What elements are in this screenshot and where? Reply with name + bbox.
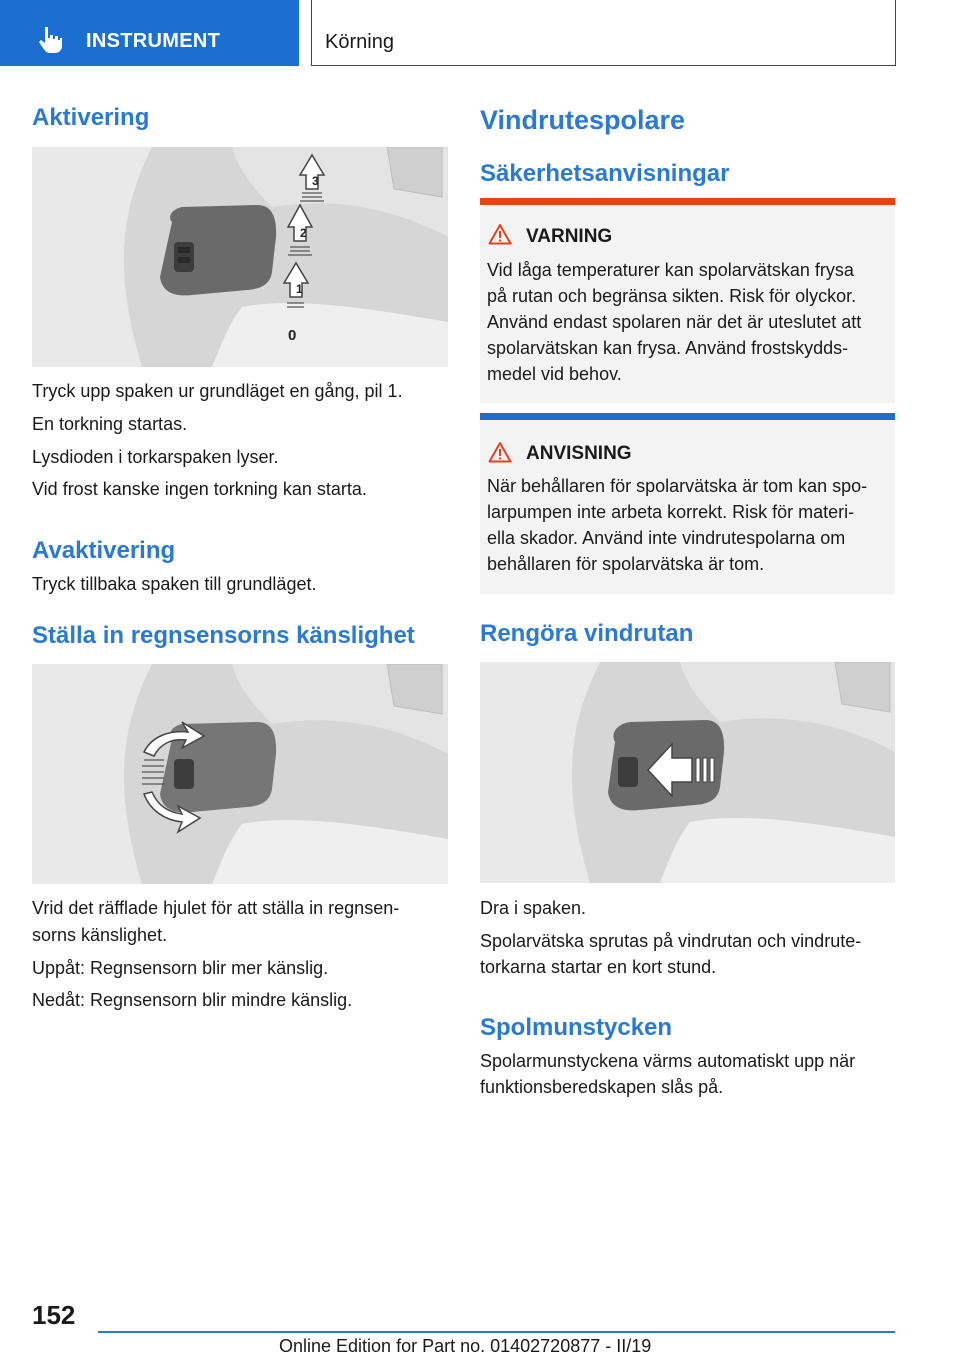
text-line: funktionsberedskapen slås på.: [480, 1077, 724, 1097]
text-line: medel vid behov.: [487, 364, 622, 384]
section-tab[interactable]: [0, 0, 299, 66]
figure-label-2: 2: [300, 226, 307, 240]
text-line: sorns känslighet.: [32, 925, 168, 945]
text-line: Tryck upp spaken ur grundläget en gång, pil 1.: [32, 381, 403, 401]
warning-bar: [480, 198, 895, 205]
text-line: Tryck tillbaka spaken till grundläget.: [32, 574, 317, 594]
figure-lever-positions: [32, 147, 448, 367]
text-line: Vrid det räfflade hjulet för att ställa in regnsen-: [32, 898, 400, 918]
text-line: Dra i spaken.: [480, 898, 587, 918]
text-line: Nedåt: Regnsensorn blir mindre känslig.: [32, 990, 353, 1010]
text-line: torkarna startar en kort stund.: [480, 957, 717, 977]
heading-avaktivering: Avaktivering: [32, 537, 176, 564]
breadcrumb[interactable]: Körning: [325, 31, 394, 53]
figure-label-1: 1: [296, 282, 303, 296]
text-line: larpumpen inte arbeta korrekt. Risk för materi-: [487, 502, 855, 522]
text-line: Uppåt: Regnsensorn blir mer känslig.: [32, 958, 329, 978]
figure-wash-lever: [480, 662, 895, 883]
text-line: Spolarmunstyckena värms automatiskt upp när: [480, 1051, 856, 1071]
text-line: Spolarvätska sprutas på vindrutan och vindrute-: [480, 931, 862, 951]
heading-sakerhetsanvisningar: Säkerhetsanvisningar: [480, 160, 730, 187]
heading-regnsensor: Ställa in regnsensorns känslighet: [32, 622, 415, 649]
footer-divider: [98, 1331, 895, 1333]
notice-bar: [480, 413, 895, 420]
text-line: Använd endast spolaren när det är uteslutet att: [487, 312, 862, 332]
text-line: En torkning startas.: [32, 414, 188, 434]
hand-pointer-icon: [36, 24, 66, 54]
text-line: Vid låga temperaturer kan spolarvätskan frysa: [487, 260, 854, 280]
section-label: INSTRUMENT: [86, 30, 221, 52]
heading-rengora-vindrutan: Rengöra vindrutan: [480, 620, 694, 647]
figure-rain-sensor-wheel: [32, 664, 448, 884]
text-line: på rutan och begränsa sikten. Risk för olyckor.: [487, 286, 857, 306]
text-line: När behållaren för spolarvätska är tom kan spo-: [487, 476, 868, 496]
heading-aktivering: Aktivering: [32, 104, 150, 131]
heading-vindrutespolare: Vindrutespolare: [480, 105, 686, 135]
breadcrumb-box: [311, 0, 896, 66]
heading-spolmunstycken: Spolmunstycken: [480, 1014, 673, 1041]
warning-box: [480, 198, 895, 403]
notice-title: ANVISNING: [526, 443, 632, 464]
text-line: ella skador. Använd inte vindrutespolarna om: [487, 528, 846, 548]
notice-box: [480, 413, 895, 594]
warning-triangle-icon: [488, 441, 512, 463]
figure-label-3: 3: [312, 174, 319, 188]
footer-edition: Online Edition for Part no. 01402720877 - II/19: [279, 1336, 652, 1356]
page-number: 152: [32, 1300, 76, 1330]
figure-label-0: 0: [288, 327, 297, 344]
warning-title: VARNING: [526, 226, 613, 247]
text-line: Vid frost kanske ingen torkning kan starta.: [32, 479, 367, 499]
text-line: Lysdioden i torkarspaken lyser.: [32, 447, 279, 467]
text-line: behållaren för spolarvätska är tom.: [487, 554, 765, 574]
text-line: spolarvätskan kan frysa. Använd frostskydds-: [487, 338, 849, 358]
warning-triangle-icon: [488, 223, 512, 245]
